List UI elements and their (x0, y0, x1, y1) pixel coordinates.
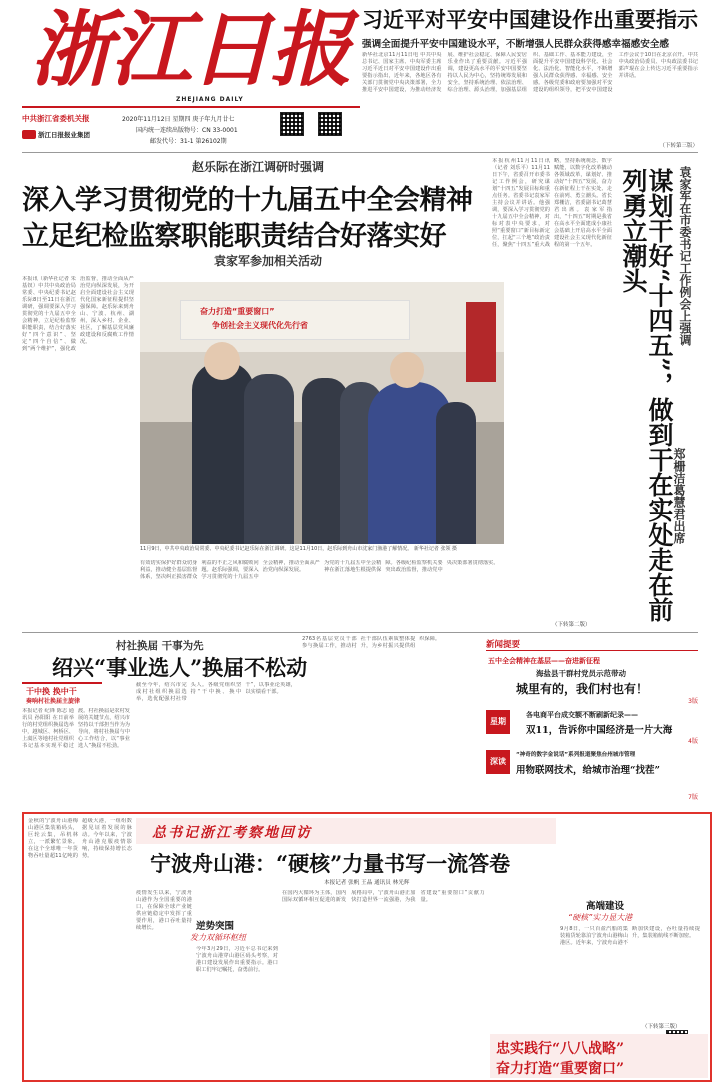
digest-item3-page: 7版 (688, 794, 698, 801)
feature-side-header: 高端建设 (586, 901, 625, 912)
qr-code-icon (280, 112, 304, 136)
second-story (22, 636, 478, 808)
second-col2: 截至今年，绍兴市完成村社组织换届选举，选优配强村社带头人。各级党组织坚持“干中换、换中干”，以事业论英雄，以实绩看干部。 (136, 682, 296, 702)
feature-bottom-line2: 奋力打造“重要窗口” (496, 1061, 625, 1077)
digest-item1-title[interactable]: 五中全会精神在基层——奋进新征程 (488, 657, 600, 665)
party-label: 中共浙江省委机关报 (22, 114, 90, 123)
feature-section-head: 逆势突围 (196, 921, 235, 932)
feature-title[interactable]: 宁波舟山港：“硬核”力量书写一流答卷 (150, 851, 511, 876)
feature-byline: 本报记者 张帆 王晶 通讯员 林光辉 (324, 880, 410, 886)
masthead-english: ZHEJIANG DAILY (176, 96, 244, 103)
top-story (362, 4, 698, 150)
top-story-continued: （下转第三版） (659, 143, 698, 149)
feature-bottom-line1: 忠实践行“八八战略” (496, 1041, 625, 1057)
top-story-subtitle: 强调全面提升平安中国建设水平，不断增强人民群众获得感幸福感安全感 (362, 39, 669, 50)
digest-item1-page: 3版 (688, 698, 698, 705)
feature-banner-text: 总书记浙江考察地回访 (152, 825, 312, 841)
lead-col2: 有效切实保护好群众切身利益，推动健全基层监督体系，坚决纠正损害群众利益的不正之风和腐败问题。赵乐际强调，要深入学习贯彻党的十九届五中全会精神，推动全面从严治党向纵深发展。 (140, 560, 320, 580)
digest-item3-sub: “神奇的数字金说话”系列报道聚焦台州城市管理 (516, 752, 636, 758)
top-story-title[interactable]: 习近平对平安中国建设作出重要指示 (362, 7, 698, 32)
newspaper-logo: 浙江日报 (30, 2, 350, 98)
lead-kicker: 赵乐际在浙江调研时强调 (192, 160, 325, 174)
side-title[interactable]: 谋划干好“十四五”，做到干在实处走在前列勇立潮头 (619, 168, 674, 622)
digest-item2-sub: 各电商平台成交额不断刷新纪录—— (526, 711, 638, 719)
feature-body2: 疫情发生以来，宁波舟山港作为全国重要的港口，在保障全球产业链供应链稳定中发挥了重要作用，港口吞吐量持续增长。 (136, 890, 192, 931)
group-label: 浙江日报报业集团 (38, 131, 90, 139)
side-story-continued: （下转第二版） (552, 622, 591, 628)
feature-side-quote: “硬核”实力显大港 (568, 913, 633, 922)
digest-item1-headline[interactable]: 城里有的，我们村也有！ (516, 682, 649, 696)
second-col3: 2763名基层党员干部参与换届工作，推动村社干部队伍素质整体提升，为乡村振兴提供组织保障。 (302, 636, 441, 649)
person-silhouette (436, 402, 476, 544)
side-byline: 郑栅洁葛慧君出席 (672, 448, 686, 544)
second-body: 本报记者 纪锋 陈志 通讯员 孙阳阳 在日前举行的村党组织换届选举中，越城区、柯桥区、上虞区等地村社党组织书记基本实现平稳过渡。村社换届是农村发展的关键节点，绍兴市坚持以干部担当作为为导向，将村社换届与中心工作结合，以“事业选人”换届不松劲。 (22, 708, 130, 749)
group-logo-icon (22, 130, 36, 139)
lead-title-line1[interactable]: 深入学习贯彻党的十九届五中全会精神 (22, 185, 473, 216)
feature-intro: 金秋的宁波舟山港梅山港区集装箱码头，巨轮云集，吊机林立，一派繁忙景象。在这个全球唯一年货物吞吐量超11亿吨的超级大港，一组组数据见证着发展的脉动。今年以来，宁波舟山港克服疫情影响，持续保持增长态势。 (28, 818, 132, 859)
news-digest (486, 636, 698, 808)
qr-code-icon (318, 112, 342, 136)
feature-frame (22, 812, 712, 1082)
digest-item2-headline[interactable]: 双11，告诉你中国经济是一片大海 (526, 725, 673, 736)
digest-header: 新闻提要 (486, 640, 521, 650)
digest-item1-sub: 海盐县干群村党员示范带动 (536, 669, 626, 678)
second-tag-line2: 奏响村社换届主旋律 (26, 698, 81, 705)
top-story-body: 新华社北京11月11日电 中共中央总书记、国家主席、中央军委主席习近平近日对平安中国建设作出重要指示指出，近年来，各地区各有关部门贯彻党中央决策部署，全力推进平安中国建设，为推动经济发展、维护社会稳定、保障人民安居乐业作出了重要贡献。习近平强调，建设更高水平的平安中国要坚持以人民为中心，坚持统筹发展和安全，坚持系统治理、依法治理、综合治理、源头治理，加强基层组织、基础工作、基本能力建设，全面提升平安中国建设科学化、社会化、法治化、智能化水平，不断增强人民群众获得感、幸福感、安全感。各级党委和政府要加强对平安建设的组织领导，把平安中国建设工作会议于10日在北京召开。中共中央政治局委员、中央政法委书记郭声琨在会上传达习近平重要指示并讲话。 (362, 52, 698, 93)
feature-side-body: 9月8日，一只百盈汽船的集装箱货轮靠泊宁波舟山港梅山港区。近年来，宁波舟山港不断加快建设，吞吐量持续提升，集装箱航线不断加密。 (560, 926, 700, 946)
feature-body4: 在国内大循环为主体，国内国际双循环相互促进的新发展格局中，宁波舟山港正加快打造世界一流强港，为我省建设“重要窗口”贡献力量。 (282, 890, 485, 903)
lead-photo (140, 282, 504, 544)
side-story-body: 本报杭州11月11日讯（记者 刘乐平）11月11日下午，省委召开市委书记工作例会，研究谋划“十四五”发展目标和重点任务。省委书记袁家军主持会议并讲话。他强调，要深入学习贯彻党的十九届五中全会精神，对标对表中央要求，对照“重要窗口”新目标新定位，扛起“三个地”政治责任，聚焦“十四五”重大战略，坚持系统观念、数字赋能，以数字化改革撬动各领域改革，谋划好、推动好“十四五”发展，奋力在新征程上干在实处、走在前列、勇立潮头。省长郑栅洁，省委副书记葛慧君出席。袁家军指出，“十四五”时期是我省在高水平全面建成小康社会基础上开启高水平全面建设社会主义现代化新征程的第一个五年。 (492, 158, 612, 248)
second-kicker: 村社换届 干事为先 (116, 640, 204, 652)
side-kicker: 袁家军在市委书记工作例会上强调 (678, 166, 692, 346)
person-silhouette (244, 374, 294, 544)
second-title[interactable]: 绍兴“事业选人”换届不松动 (52, 655, 308, 680)
feature-section-sub: 发力双循环枢纽 (190, 933, 246, 942)
post-code: 邮发代号：31-1 第26102期 (150, 138, 227, 145)
lead-title-line2[interactable]: 立足纪检监察职能职责结合好落实好 (22, 221, 446, 252)
date-line: 2020年11月12日 星期四 庚子年九月廿七 (122, 116, 235, 123)
digest-item2-page: 4版 (688, 738, 698, 745)
photo-banner-line1: 奋力打造“重要窗口” (200, 307, 275, 316)
digest-item2-label: 星期 (486, 710, 510, 734)
masthead (0, 0, 360, 150)
feature-body3: 今年3月29日，习近平总书记来到宁波舟山港穿山港区码头考察，对港口建设发展作出重要指示。港口职工们牢记嘱托，奋勇前行。 (196, 946, 278, 973)
photo-banner-line2: 争创社会主义现代化先行省 (212, 321, 308, 330)
lead-subline: 袁家军参加相关活动 (214, 254, 323, 268)
digest-item3-label: 深读 (486, 750, 510, 774)
feature-continued: （下转第三版） (642, 1024, 681, 1030)
cn-number: 国内统一连续出版物号：CN 33-0001 (136, 127, 238, 134)
second-tag-line1: 干中换 换中干 (26, 687, 77, 696)
lead-body: 本报讯（新华社记者 朱基钗）中共中央政治局常委、中央纪委书记赵乐际8日至11日在浙江调研，强调要深入学习贯彻党的十九届五中全会精神，立足纪检监察职能职责，结合好落实好“四个意识”、坚定“四个自信”、做到“两个维护”，强化政治监督，推动全面从严治党向纵深发展，为开启全面建设社会主义现代化国家新征程提供坚强保障。赵乐际来到舟山、宁波、杭州、湖州，深入乡村、企业、社区，了解基层党风廉政建设和反腐败工作情况。 (22, 276, 134, 352)
photo-caption: 11月9日，中共中央政治局常委、中央纪委书记赵乐际在浙江调研。这是11月10日，赵乐际到舟山市沈家门渔港了解情况。 新华社记者 张领 摄 (140, 546, 458, 552)
lead-col3: 为党的十九届五中全会精神在浙江落地生根提供保障。各级纪检监察机关要突出政治监督，推动党中央决策部署贯彻落实。 (324, 560, 499, 573)
digest-item3-headline[interactable]: 用物联网技术，给城市治理“找茬” (516, 765, 660, 776)
side-story (492, 158, 698, 628)
